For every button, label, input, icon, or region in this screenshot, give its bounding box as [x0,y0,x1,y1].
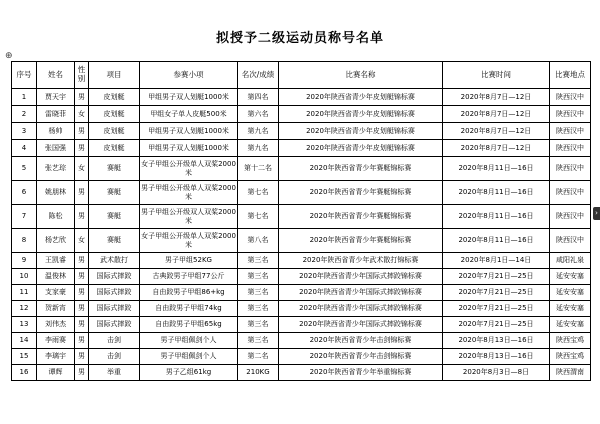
header-name: 姓名 [37,62,75,89]
cell-gender: 男 [75,89,89,106]
cell-venue: 陕西汉中 [550,89,591,106]
cell-time: 2020年7月21日—25日 [443,317,550,333]
cell-rank: 第三名 [238,269,279,285]
cell-venue: 陕西宝鸡 [550,333,591,349]
table-row [12,301,591,317]
cell-venue: 咸阳礼泉 [550,253,591,269]
cell-time: 2020年8月11日—16日 [443,229,550,253]
table-row [12,140,591,157]
table-row [12,333,591,349]
cell-rank: 第九名 [238,140,279,157]
cell-gender: 男 [75,253,89,269]
header-project: 项目 [89,62,140,89]
cell-rank: 第三名 [238,317,279,333]
cell-project: 赛艇 [89,205,140,229]
cell-gender: 男 [75,181,89,205]
cell-competition: 2020年陕西省青少年皮划艇锦标赛 [279,89,443,106]
side-scroll-handle-icon[interactable]: › [593,207,600,220]
header-gender: 性别 [75,62,89,89]
cell-seq: 9 [12,253,37,269]
cell-seq: 7 [12,205,37,229]
cell-name: 谭辉 [37,365,75,381]
cell-competition: 2020年陕西省青少年击剑锦标赛 [279,349,443,365]
cell-seq: 13 [12,317,37,333]
cell-rank: 第七名 [238,205,279,229]
cell-sub-event: 自由跤男子甲组65kg [140,317,238,333]
cell-time: 2020年8月13日—16日 [443,349,550,365]
cell-project: 击剑 [89,349,140,365]
cell-sub-event: 男子甲组佩剑个人 [140,333,238,349]
cell-venue: 陕西宝鸡 [550,349,591,365]
cell-name: 雷晓菲 [37,106,75,123]
cell-seq: 15 [12,349,37,365]
cell-project: 赛艇 [89,157,140,181]
cell-seq: 5 [12,157,37,181]
table-row [12,269,591,285]
cell-time: 2020年7月21日—25日 [443,301,550,317]
cell-rank: 第七名 [238,181,279,205]
cell-gender: 男 [75,269,89,285]
cell-gender: 男 [75,205,89,229]
cell-sub-event: 甲组男子双人划艇1000米 [140,140,238,157]
cell-seq: 12 [12,301,37,317]
cell-competition: 2020年陕西省青少年赛艇锦标赛 [279,229,443,253]
cell-seq: 3 [12,123,37,140]
cell-venue: 陕西汉中 [550,123,591,140]
table-row [12,205,591,229]
cell-name: 张国强 [37,140,75,157]
cell-rank: 第八名 [238,229,279,253]
table-row [12,229,591,253]
cell-rank: 第六名 [238,106,279,123]
cell-sub-event: 女子甲组公开级单人双桨2000米 [140,157,238,181]
cell-project: 举重 [89,365,140,381]
cell-seq: 14 [12,333,37,349]
cell-venue: 陕西汉中 [550,205,591,229]
cell-rank: 第九名 [238,123,279,140]
cell-gender: 男 [75,285,89,301]
table-row [12,181,591,205]
cell-competition: 2020年陕西省青少年赛艇锦标赛 [279,205,443,229]
cell-gender: 男 [75,317,89,333]
cell-competition: 2020年陕西省青少年国际式摔跤锦标赛 [279,285,443,301]
cell-competition: 2020年陕西省青少年国际式摔跤锦标赛 [279,301,443,317]
cell-gender: 女 [75,157,89,181]
cell-name: 张艺琮 [37,157,75,181]
cell-seq: 6 [12,181,37,205]
header-competition: 比赛名称 [279,62,443,89]
cell-venue: 延安安塞 [550,285,591,301]
cell-name: 贺新宵 [37,301,75,317]
table-row [12,317,591,333]
cell-name: 杨帅 [37,123,75,140]
cell-rank: 第三名 [238,301,279,317]
cell-project: 皮划艇 [89,89,140,106]
cell-name: 支家豪 [37,285,75,301]
table-move-handle-icon[interactable]: ⊕ [5,51,13,61]
cell-time: 2020年8月7日—12日 [443,89,550,106]
cell-venue: 陕西汉中 [550,181,591,205]
cell-venue: 陕西汉中 [550,157,591,181]
header-seq: 序号 [12,62,37,89]
cell-venue: 陕西汉中 [550,106,591,123]
cell-seq: 2 [12,106,37,123]
table-row [12,253,591,269]
cell-gender: 男 [75,349,89,365]
header-sub-event: 参赛小项 [140,62,238,89]
cell-time: 2020年8月7日—12日 [443,123,550,140]
cell-sub-event: 自由跤男子甲组86+kg [140,285,238,301]
header-rank: 名次/成绩 [238,62,279,89]
cell-venue: 延安安塞 [550,269,591,285]
cell-project: 国际式摔跤 [89,285,140,301]
cell-time: 2020年7月21日—25日 [443,285,550,301]
cell-project: 武术散打 [89,253,140,269]
cell-gender: 男 [75,123,89,140]
cell-project: 国际式摔跤 [89,269,140,285]
table-row [12,349,591,365]
cell-time: 2020年8月7日—12日 [443,140,550,157]
cell-rank: 210KG [238,365,279,381]
cell-name: 陈松 [37,205,75,229]
cell-project: 赛艇 [89,229,140,253]
cell-rank: 第三名 [238,253,279,269]
cell-gender: 男 [75,333,89,349]
cell-sub-event: 甲组男子双人划艇1000米 [140,89,238,106]
cell-project: 皮划艇 [89,140,140,157]
cell-seq: 8 [12,229,37,253]
cell-sub-event: 女子甲组公开级单人双桨2000米 [140,229,238,253]
cell-name: 王凯睿 [37,253,75,269]
cell-time: 2020年8月11日—16日 [443,181,550,205]
header-time: 比赛时间 [443,62,550,89]
cell-sub-event: 男子乙组61kg [140,365,238,381]
cell-sub-event: 甲组男子双人划艇1000米 [140,123,238,140]
cell-project: 皮划艇 [89,123,140,140]
cell-name: 贾天宇 [37,89,75,106]
cell-competition: 2020年陕西省青少年举重锦标赛 [279,365,443,381]
cell-seq: 16 [12,365,37,381]
cell-competition: 2020年陕西省青少年国际式摔跤锦标赛 [279,317,443,333]
cell-time: 2020年8月7日—12日 [443,106,550,123]
cell-competition: 2020年陕西省青少年皮划艇锦标赛 [279,123,443,140]
cell-time: 2020年8月1日—14日 [443,253,550,269]
cell-project: 国际式摔跤 [89,317,140,333]
cell-competition: 2020年陕西省青少年皮划艇锦标赛 [279,140,443,157]
table-row [12,106,591,123]
cell-rank: 第十二名 [238,157,279,181]
cell-venue: 陕西汉中 [550,229,591,253]
cell-venue: 陕西汉中 [550,140,591,157]
cell-venue: 陕西渭南 [550,365,591,381]
cell-time: 2020年8月11日—16日 [443,157,550,181]
cell-time: 2020年8月13日—16日 [443,333,550,349]
cell-competition: 2020年陕西省青少年赛艇锦标赛 [279,181,443,205]
table-row [12,365,591,381]
cell-sub-event: 男子甲组52KG [140,253,238,269]
cell-rank: 第四名 [238,89,279,106]
header-venue: 比赛地点 [550,62,591,89]
page-title: 拟授予二级运动员称号名单 [215,31,384,46]
cell-gender: 女 [75,229,89,253]
cell-name: 李雨赛 [37,333,75,349]
cell-competition: 2020年陕西省青少年武术散打锦标赛 [279,253,443,269]
cell-rank: 第二名 [238,349,279,365]
cell-competition: 2020年陕西省青少年国际式摔跤锦标赛 [279,269,443,285]
cell-project: 皮划艇 [89,106,140,123]
table-row [12,285,591,301]
cell-rank: 第三名 [238,285,279,301]
cell-gender: 男 [75,140,89,157]
cell-sub-event: 男子甲组佩剑个人 [140,349,238,365]
cell-competition: 2020年陕西省青少年皮划艇锦标赛 [279,106,443,123]
cell-project: 击剑 [89,333,140,349]
cell-competition: 2020年陕西省青少年赛艇锦标赛 [279,157,443,181]
cell-name: 刘伟杰 [37,317,75,333]
athlete-roster-table [11,61,591,381]
cell-name: 温俊林 [37,269,75,285]
cell-venue: 延安安塞 [550,301,591,317]
cell-project: 国际式摔跤 [89,301,140,317]
cell-name: 李璃宇 [37,349,75,365]
cell-time: 2020年8月11日—16日 [443,205,550,229]
cell-rank: 第三名 [238,333,279,349]
cell-project: 赛艇 [89,181,140,205]
cell-sub-event: 自由跤男子甲组74kg [140,301,238,317]
cell-name: 杨艺欣 [37,229,75,253]
table-row [12,123,591,140]
cell-sub-event: 古典跤男子甲组77公斤 [140,269,238,285]
cell-competition: 2020年陕西省青少年击剑锦标赛 [279,333,443,349]
cell-seq: 11 [12,285,37,301]
cell-time: 2020年8月3日—8日 [443,365,550,381]
cell-gender: 女 [75,106,89,123]
cell-venue: 延安安塞 [550,317,591,333]
cell-time: 2020年7月21日—25日 [443,269,550,285]
cell-name: 姚朋林 [37,181,75,205]
cell-sub-event: 甲组女子单人皮艇500米 [140,106,238,123]
table-header-row [12,62,591,89]
cell-gender: 男 [75,301,89,317]
table-row [12,89,591,106]
cell-sub-event: 男子甲组公开级单人双桨2000米 [140,181,238,205]
cell-seq: 1 [12,89,37,106]
cell-sub-event: 男子甲组公开级双人双桨2000米 [140,205,238,229]
table-row [12,157,591,181]
cell-gender: 男 [75,365,89,381]
cell-seq: 4 [12,140,37,157]
cell-seq: 10 [12,269,37,285]
